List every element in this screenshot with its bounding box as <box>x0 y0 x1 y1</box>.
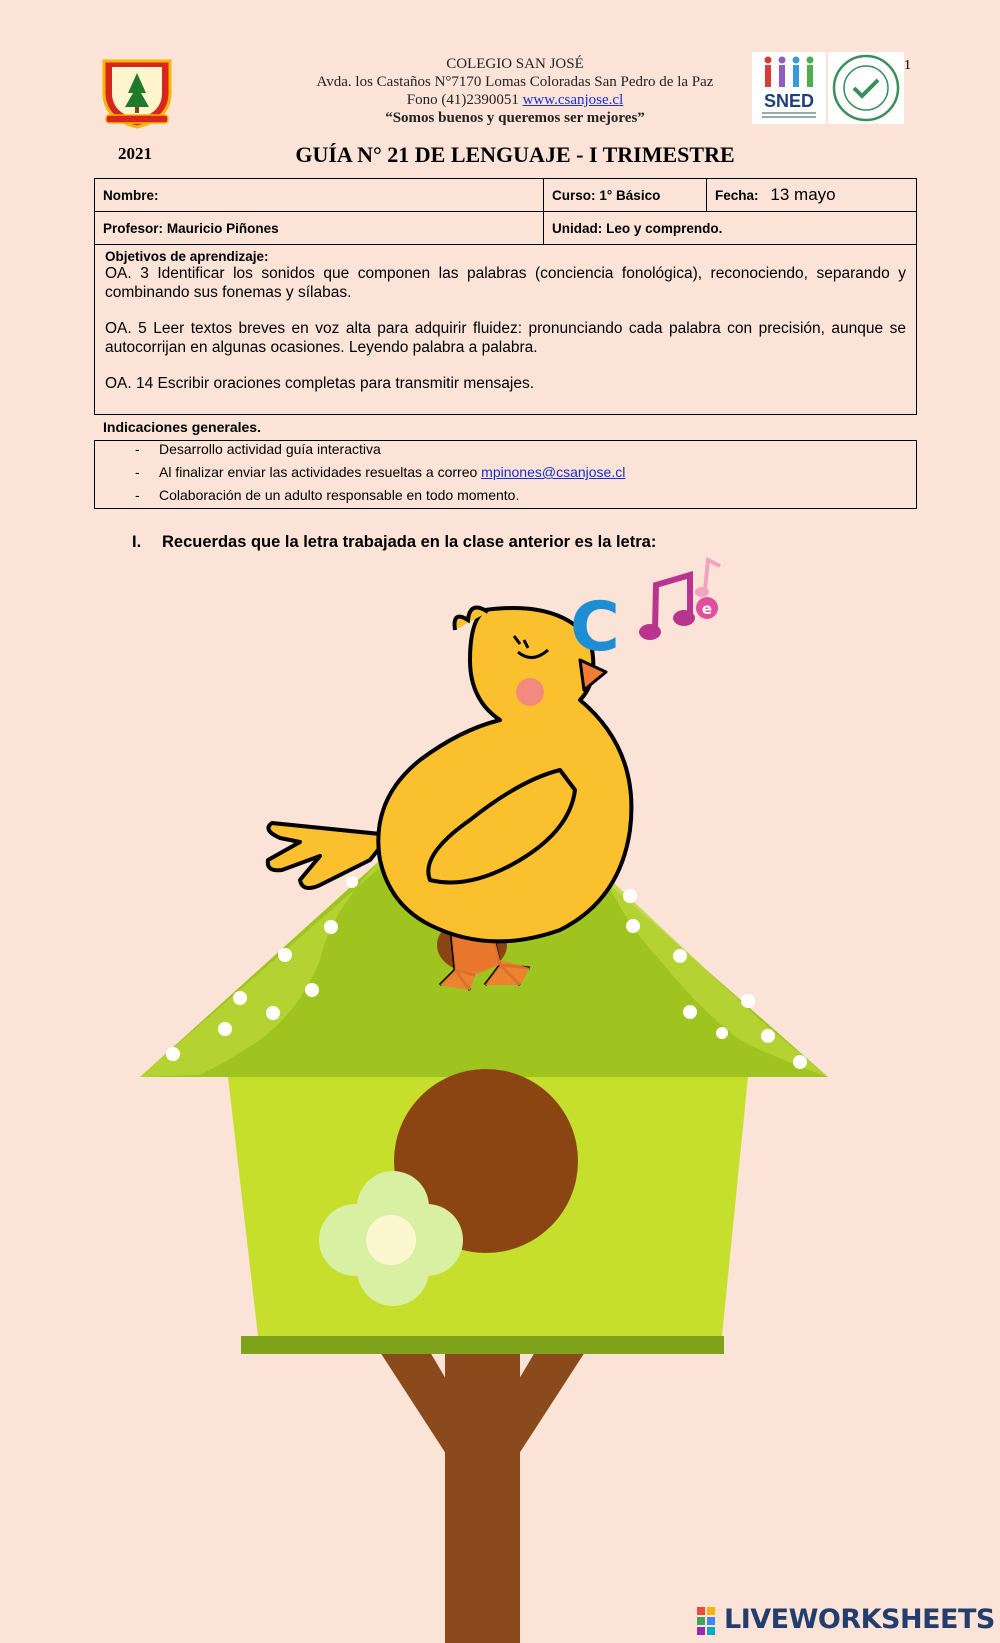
school-year: 2021 <box>118 144 152 163</box>
indication-text: Desarrollo actividad guía interactiva <box>159 441 381 457</box>
teacher-value: Mauricio Piñones <box>166 221 279 236</box>
tree-trunk <box>445 1352 520 1643</box>
music-letter-c: C <box>570 588 620 667</box>
sned-logo <box>752 52 826 124</box>
list-dash: - <box>135 441 140 457</box>
indications-box <box>94 440 917 509</box>
indication-item <box>135 464 625 480</box>
school-website-link[interactable]: www.csanjose.cl <box>522 92 624 108</box>
objective-item: OA. 3 Identificar los sonidos que componen las palabras (conciencia fonológica), reconociendo, separando y combinando sus fonemas y sílabas. <box>105 265 906 301</box>
liveworksheets-brand: LIVEWORKSHEETS <box>724 1604 995 1635</box>
unit-label: Unidad: <box>552 221 603 236</box>
teacher-cell <box>95 212 544 245</box>
question-number: I. <box>132 533 142 551</box>
course-value: 1° Básico <box>599 188 661 203</box>
objectives-cell <box>95 245 917 415</box>
unit-cell <box>544 212 917 245</box>
name-cell[interactable] <box>95 179 544 212</box>
music-letter-e: e <box>701 600 713 618</box>
indication-item <box>135 487 519 503</box>
bird-on-birdhouse-illustration <box>0 550 1000 1643</box>
school-phone: Fono (41)2390051 <box>406 92 519 108</box>
list-dash: - <box>135 464 140 480</box>
objective-item: OA. 14 Escribir oraciones completas para transmitir mensajes. <box>105 375 534 392</box>
objectives-title: Objetivos de aprendizaje: <box>105 249 269 264</box>
name-label: Nombre: <box>103 188 159 203</box>
music-note-small-icon <box>695 560 720 597</box>
birdhouse-base <box>241 1336 724 1354</box>
question-text: Recuerdas que la letra trabajada en la clase anterior es la letra: <box>162 533 657 551</box>
date-label: Fecha: <box>715 188 759 203</box>
teacher-label: Profesor: <box>103 221 164 236</box>
indication-text: Colaboración de un adulto responsable en todo momento. <box>159 487 520 503</box>
course-cell <box>544 179 707 212</box>
bird-cheek <box>516 678 544 706</box>
student-info-table <box>94 178 917 415</box>
page-title: GUÍA N° 21 DE LENGUAJE - I TRIMESTRE <box>295 142 735 167</box>
list-dash: - <box>135 487 140 503</box>
indications-title: Indicaciones generales. <box>103 419 261 435</box>
date-cell <box>707 179 917 212</box>
page-number: 1 <box>904 58 911 73</box>
teacher-email-link[interactable]: mpinones@csanjose.cl <box>481 464 626 480</box>
indication-item <box>135 441 381 457</box>
school-crest-logo <box>100 53 174 129</box>
school-contact <box>280 91 750 109</box>
school-address: Avda. los Castaños N°7170 Lomas Coloradas San Pedro de la Paz <box>316 74 714 90</box>
music-note-icon <box>639 575 695 640</box>
sned-logo-text: SNED <box>763 91 815 111</box>
school-header <box>280 55 750 127</box>
indication-text: Al finalizar enviar las actividades resueltas a correo <box>159 464 478 480</box>
date-value: 13 mayo <box>770 185 836 204</box>
school-motto: “Somos buenos y queremos ser mejores” <box>385 110 645 126</box>
certification-seal-icon <box>828 52 904 124</box>
objective-item: OA. 5 Leer textos breves en voz alta para adquirir fluidez: pronunciando cada palabra con precisión, aunque se autocorrijan en algunas ocasiones. Leyendo palabra a palabra. <box>105 320 906 356</box>
unit-value: Leo y comprendo. <box>606 221 723 236</box>
school-name: COLEGIO SAN JOSÉ <box>446 56 584 72</box>
course-label: Curso: <box>552 188 596 203</box>
